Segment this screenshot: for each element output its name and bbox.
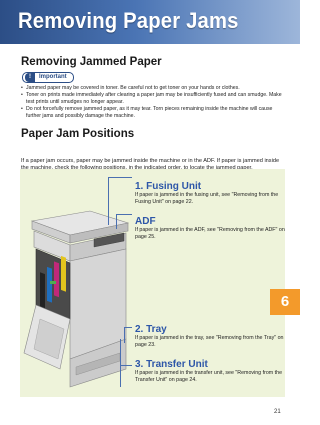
callout-line	[120, 339, 121, 387]
jam-positions-panel	[20, 169, 285, 397]
caution-item: • Jammed paper may be covered in toner. Be careful not to get toner on your hands or clothes.	[21, 85, 283, 92]
callout-line	[116, 214, 132, 215]
jam-position-title: 1. Fusing Unit	[135, 181, 202, 192]
caution-item: • Do not forcefully remove jammed paper, as it may tear. Torn pieces remaining inside the machine will cause further jams and possibly damage the machine.	[21, 106, 283, 120]
callout-line	[120, 365, 132, 366]
callout-line	[108, 177, 109, 225]
jam-position-description: If paper is jammed in the ADF, see "Removing from the ADF" on page 25.	[135, 227, 285, 240]
important-badge	[22, 72, 74, 83]
jam-position-title: ADF	[135, 216, 156, 227]
jam-position-fusing-unit	[135, 181, 295, 206]
jam-position-description: If paper is jammed in the transfer unit, see "Removing from the Transfer Unit" on page 24.	[135, 370, 283, 383]
important-icon: !	[25, 73, 35, 82]
jam-position-tray	[135, 324, 295, 349]
section-heading-paper-jam-positions: Paper Jam Positions	[21, 128, 135, 140]
caution-list	[21, 85, 283, 120]
jam-position-adf	[135, 216, 295, 241]
page-number: 21	[274, 409, 281, 415]
jam-position-description: If paper is jammed in the fusing unit, see "Removing from the Fusing Unit" on page 22.	[135, 192, 279, 205]
callout-line	[124, 327, 125, 343]
jam-position-title: 2. Tray	[135, 324, 167, 335]
jam-position-transfer-unit	[135, 359, 295, 384]
jam-position-description: If paper is jammed in the tray, see "Removing from the Tray" on page 23.	[135, 335, 284, 348]
section-heading-removing-jammed-paper: Removing Jammed Paper	[21, 56, 162, 68]
title-banner	[0, 0, 300, 44]
page-title: Removing Paper Jams	[18, 8, 239, 33]
chapter-tab: 6	[270, 289, 300, 315]
callout-line	[124, 327, 132, 328]
callout-line	[116, 214, 117, 229]
caution-item: • Toner on prints made immediately after clearing a paper jam may be insufficiently fused and can smudge. Make test prints until smudges no longer appear.	[21, 92, 283, 106]
intro-paragraph: If a paper jam occurs, paper may be jammed inside the machine or in the ADF. If paper is jammed inside	[21, 158, 280, 164]
jam-position-title: 3. Transfer Unit	[135, 359, 208, 370]
callout-line	[108, 177, 132, 178]
important-label: Important	[39, 74, 67, 80]
